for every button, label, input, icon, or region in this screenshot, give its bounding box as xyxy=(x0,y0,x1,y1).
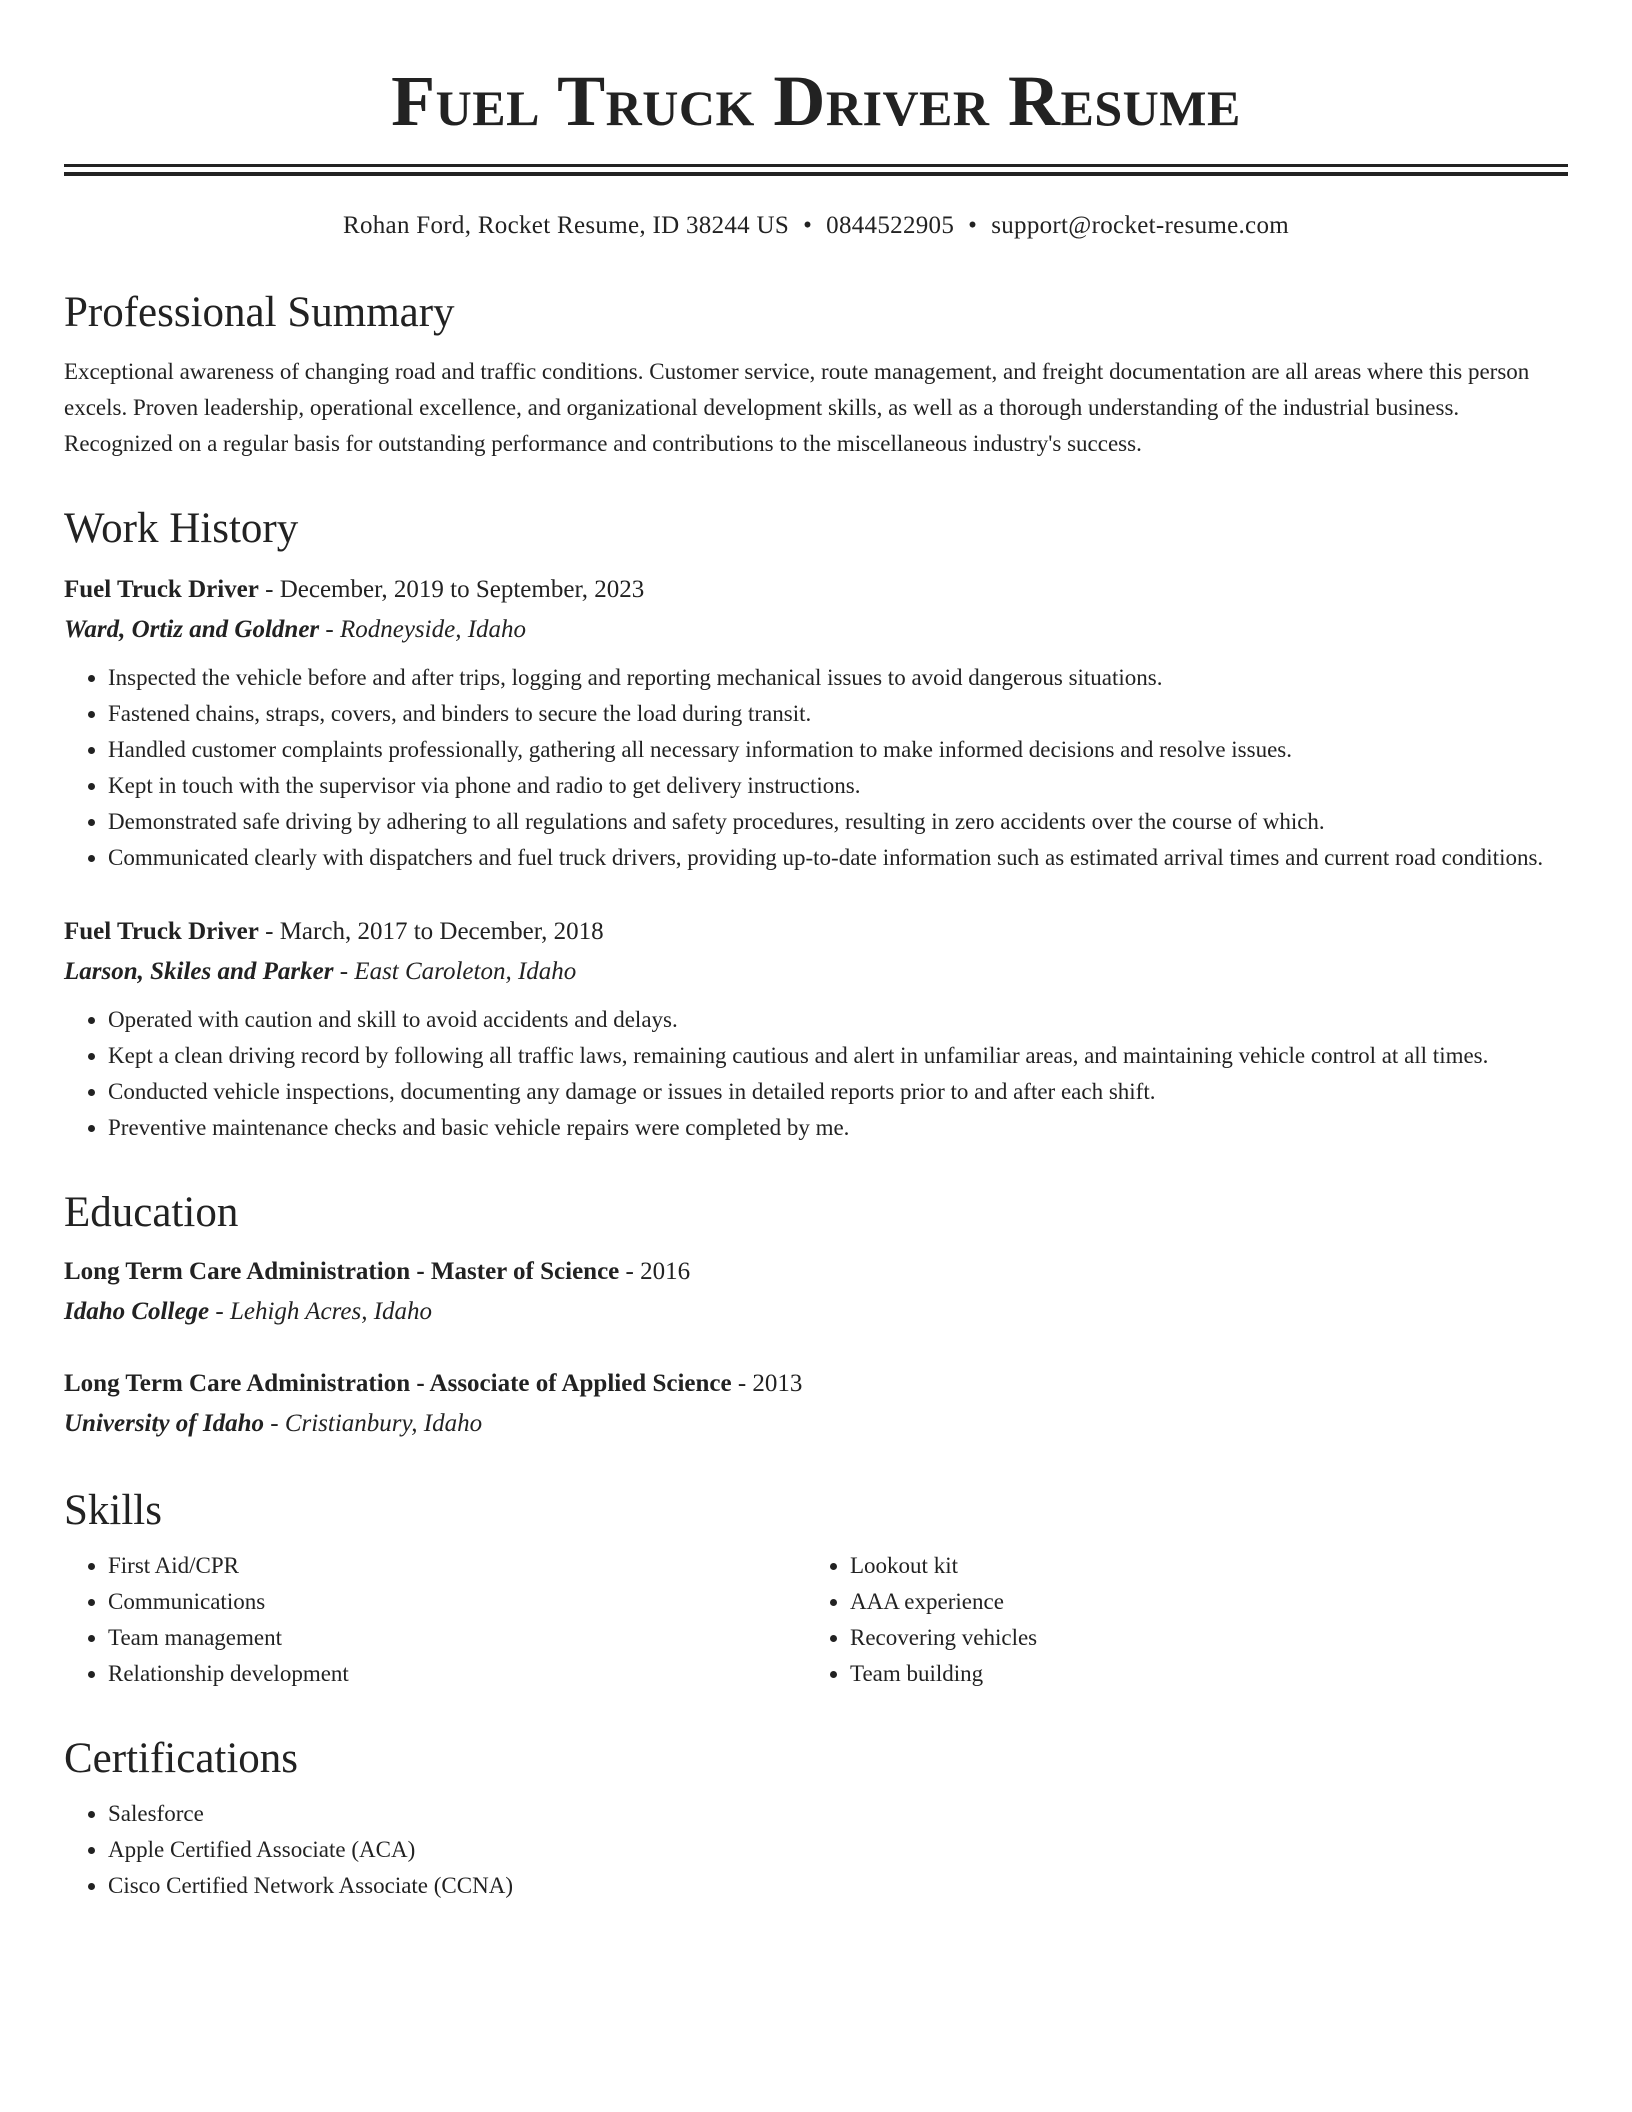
job-title-line xyxy=(64,912,1568,952)
job-company: Ward, Ortiz and Goldner xyxy=(64,616,320,643)
skills-section xyxy=(64,1484,1568,1692)
job-dates: - December, 2019 to September, 2023 xyxy=(258,576,645,603)
skill-item: • Team building xyxy=(850,1656,1568,1692)
certification-item: • Cisco Certified Network Associate (CCNA) xyxy=(108,1868,1568,1904)
certifications-heading: Certifications xyxy=(64,1735,299,1782)
job-duties xyxy=(64,660,1568,876)
education-location: - Cristianbury, Idaho xyxy=(264,1410,483,1437)
job-company: Larson, Skiles and Parker xyxy=(64,958,334,985)
education-degree: Long Term Care Administration - Master of Science xyxy=(64,1258,620,1285)
job-duty: • Fastened chains, straps, covers, and binders to secure the load during transit. xyxy=(108,696,1568,732)
summary-text: Exceptional awareness of changing road and traffic conditions. Customer service, route management, and freight documentation are all areas where this person excels. Proven leadership, operational excellence, and organizational development skills, as well as a thorough understanding of the industrial business. Recognized on a regular basis for outstanding performance and contributions to the miscellaneous industry's success. xyxy=(64,359,1530,456)
job-location: - East Caroleton, Idaho xyxy=(333,958,577,985)
contact-address: Rohan Ford, Rocket Resume, ID 38244 US xyxy=(342,212,790,239)
education-school: Idaho College xyxy=(64,1298,210,1325)
education-degree: Long Term Care Administration - Associate of Applied Science xyxy=(64,1370,732,1397)
skills-heading: Skills xyxy=(64,1487,162,1534)
skill-item: • Communications xyxy=(108,1584,806,1620)
summary-heading: Professional Summary xyxy=(64,289,455,336)
title-rule-bottom xyxy=(64,172,1568,176)
contact-phone: 0844522905 xyxy=(826,212,955,239)
contact-line xyxy=(64,210,1568,242)
education-location: - Lehigh Acres, Idaho xyxy=(209,1298,433,1325)
skill-item: • Team management xyxy=(108,1620,806,1656)
job-duty: • Kept a clean driving record by following all traffic laws, remaining cautious and alert in unfamiliar areas, and maintaining vehicle control at all times. xyxy=(108,1038,1568,1074)
skill-item: • First Aid/CPR xyxy=(108,1548,806,1584)
work-history-section xyxy=(64,502,1568,1146)
skill-item: • Lookout kit xyxy=(850,1548,1568,1584)
education-year: - 2013 xyxy=(731,1370,803,1397)
job-location: - Rodneyside, Idaho xyxy=(319,616,527,643)
skill-item: • Relationship development xyxy=(108,1656,806,1692)
certification-item: • Apple Certified Associate (ACA) xyxy=(108,1832,1568,1868)
job-dates: - March, 2017 to December, 2018 xyxy=(258,918,604,945)
job-duty: • Communicated clearly with dispatchers and fuel truck drivers, providing up-to-date information such as estimated arrival times and current road conditions. xyxy=(108,840,1568,876)
education-heading: Education xyxy=(64,1189,239,1236)
resume-title: Fuel Truck Driver Resume xyxy=(391,61,1241,141)
education-school-line xyxy=(64,1404,1568,1444)
job-duty: • Demonstrated safe driving by adhering to all regulations and safety procedures, resulting in zero accidents over the course of which. xyxy=(108,804,1568,840)
skills-list-right xyxy=(806,1548,1568,1692)
job-duties xyxy=(64,1002,1568,1146)
certifications-list xyxy=(64,1796,1568,1904)
job-title: Fuel Truck Driver xyxy=(64,576,259,603)
job-title: Fuel Truck Driver xyxy=(64,918,259,945)
job-title-line xyxy=(64,570,1568,610)
certifications-section xyxy=(64,1732,1568,1904)
education-school-line xyxy=(64,1292,1568,1332)
skills-columns xyxy=(64,1548,1568,1692)
job-entry xyxy=(64,912,1568,1146)
contact-separator: • xyxy=(968,212,978,239)
education-year: - 2016 xyxy=(619,1258,691,1285)
job-company-line xyxy=(64,952,1568,992)
job-entry xyxy=(64,570,1568,876)
education-entry xyxy=(64,1252,1568,1332)
education-entry xyxy=(64,1364,1568,1444)
skills-list-left xyxy=(64,1548,806,1692)
contact-email: support@rocket-resume.com xyxy=(991,212,1289,239)
job-duty: • Preventive maintenance checks and basic vehicle repairs were completed by me. xyxy=(108,1110,1568,1146)
title-rule-top xyxy=(64,164,1568,167)
job-duty: • Handled customer complaints professionally, gathering all necessary information to make informed decisions and resolve issues. xyxy=(108,732,1568,768)
job-duty: • Kept in touch with the supervisor via phone and radio to get delivery instructions. xyxy=(108,768,1568,804)
education-degree-line xyxy=(64,1252,1568,1292)
job-company-line xyxy=(64,610,1568,650)
certification-item: • Salesforce xyxy=(108,1796,1568,1832)
work-history-heading: Work History xyxy=(64,505,299,552)
skill-item: • AAA experience xyxy=(850,1584,1568,1620)
skill-item: • Recovering vehicles xyxy=(850,1620,1568,1656)
education-section xyxy=(64,1186,1568,1444)
contact-separator: • xyxy=(803,212,813,239)
education-degree-line xyxy=(64,1364,1568,1404)
education-school: University of Idaho xyxy=(64,1410,264,1437)
job-duty: • Operated with caution and skill to avoid accidents and delays. xyxy=(108,1002,1568,1038)
job-duty: • Conducted vehicle inspections, documenting any damage or issues in detailed reports prior to and after each shift. xyxy=(108,1074,1568,1110)
job-duty: • Inspected the vehicle before and after trips, logging and reporting mechanical issues to avoid dangerous situations. xyxy=(108,660,1568,696)
summary-section xyxy=(64,286,1568,462)
